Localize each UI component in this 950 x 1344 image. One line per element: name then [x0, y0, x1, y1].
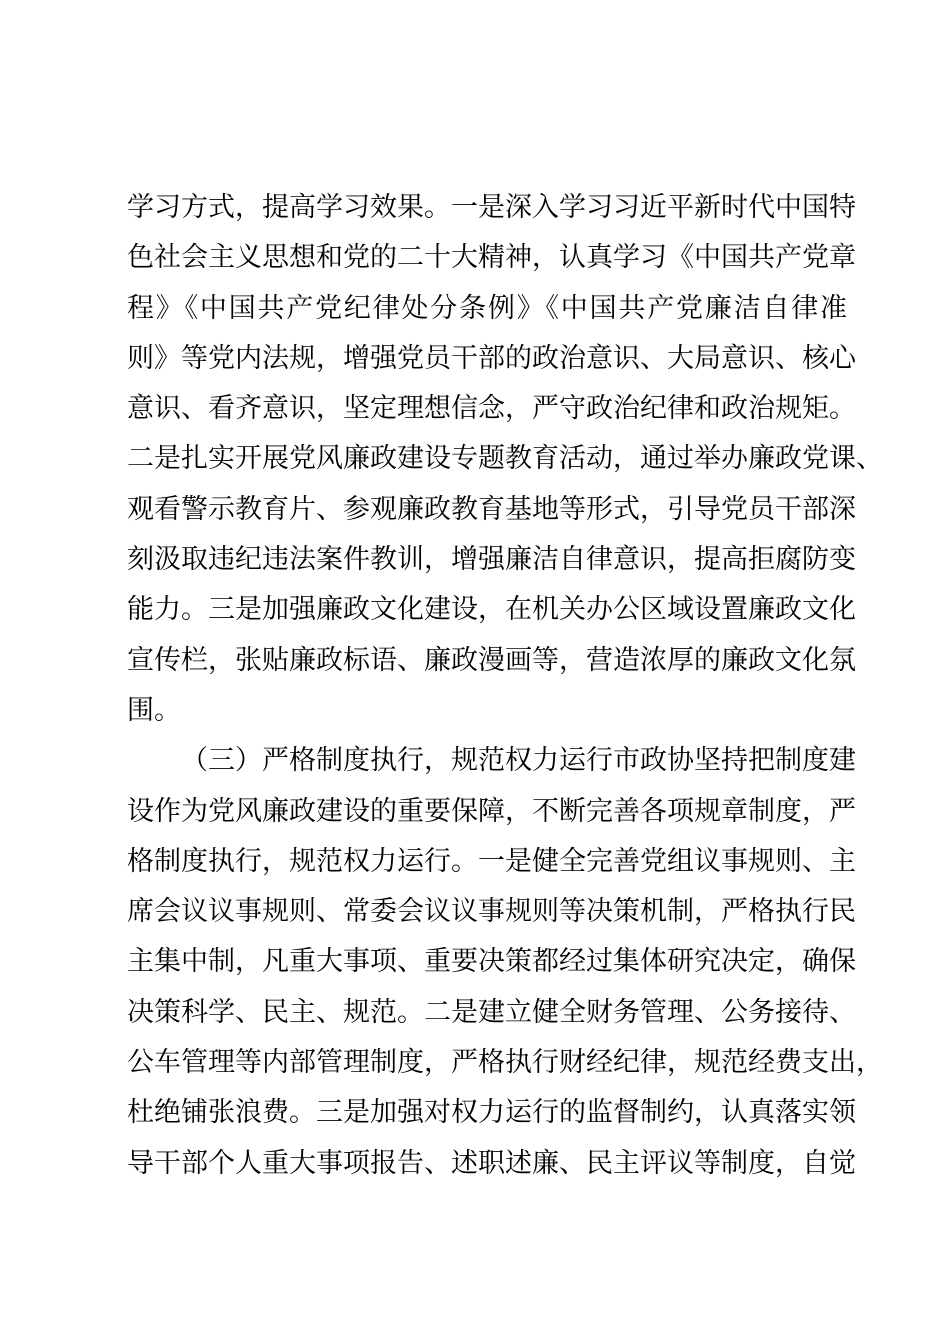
text-line: 宣传栏，张贴廉政标语、廉政漫画等，营造浓厚的廉政文化氛 [127, 644, 856, 676]
text-line: 学习方式，提高学习效果。一是深入学习习近平新时代中国特 [127, 192, 856, 223]
text-line: 公车管理等内部管理制度，严格执行财经纪律，规范经费支出， [127, 1047, 883, 1079]
text-line: 席会议议事规则、常委会议议事规则等决策机制，严格执行民 [127, 896, 856, 928]
text-line: 程》《中国共产党纪律处分条例》《中国共产党廉洁自律准 [127, 292, 847, 324]
text-line: 意识、看齐意识，坚定理想信念，严守政治纪律和政治规矩。 [127, 393, 856, 425]
text-line: 能力。三是加强廉政文化建设，在机关办公区域设置廉政文化 [127, 594, 856, 626]
document-body [127, 183, 883, 1189]
text-line: 二是扎实开展党风廉政建设专题教育活动，通过举办廉政党课、 [127, 443, 883, 475]
text-line: 观看警示教育片、参观廉政教育基地等形式，引导党员干部深 [127, 493, 856, 525]
text-line: 设作为党风廉政建设的重要保障，不断完善各项规章制度，严 [127, 795, 856, 827]
text-line: 则》等党内法规，增强党员干部的政治意识、大局意识、核心 [127, 342, 856, 374]
text-line: 主集中制，凡重大事项、重要决策都经过集体研究决定，确保 [127, 946, 856, 978]
text-line: 刻汲取违纪违法案件教训，增强廉洁自律意识，提高拒腐防变 [127, 544, 856, 576]
text-line: 格制度执行，规范权力运行。一是健全完善党组议事规则、主 [127, 845, 856, 877]
section-heading-line: （三）严格制度执行，规范权力运行市政协坚持把制度建 [181, 745, 856, 777]
text-line: 决策科学、民主、规范。二是建立健全财务管理、公务接待、 [127, 996, 856, 1028]
paragraph-system-execution [127, 736, 883, 1189]
text-line: 杜绝铺张浪费。三是加强对权力运行的监督制约，认真落实领 [127, 1097, 856, 1129]
paragraph-study-methods [127, 183, 883, 736]
text-line: 围。 [127, 694, 181, 726]
text-line: 色社会主义思想和党的二十大精神，认真学习《中国共产党章 [127, 242, 856, 274]
text-line: 导干部个人重大事项报告、述职述廉、民主评议等制度，自觉 [127, 1147, 856, 1179]
